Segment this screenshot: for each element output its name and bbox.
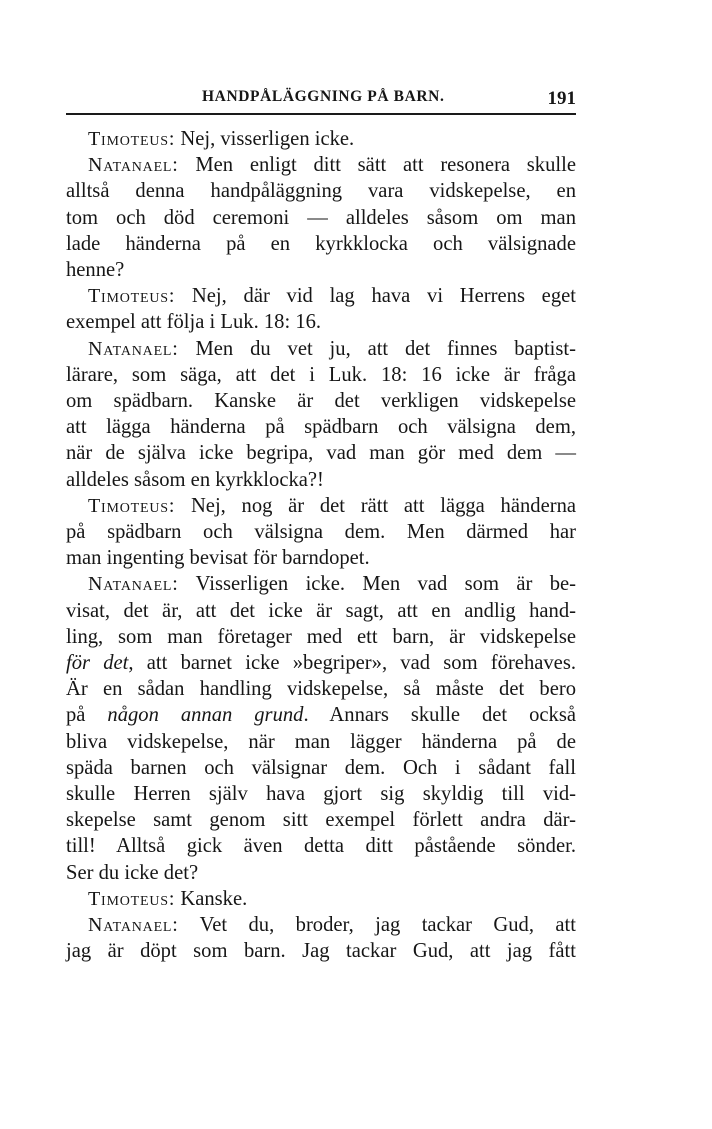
text-line [66,414,576,440]
text-line [66,755,576,781]
text-line [66,126,576,152]
line-text: alltså denna handpåläggning vara vidskepelse, en [66,180,576,203]
text-line [66,178,576,204]
line-text: Men enligt ditt sätt att resonera skulle [195,154,576,177]
text-line [66,624,576,650]
speaker-name: Timoteus: [88,128,176,150]
text-line [66,676,576,702]
line-text: om spädbarn. Kanske är det verkligen vidskepelse [66,390,576,413]
text-line [66,912,576,938]
text-line [66,781,576,807]
text-line [66,886,576,912]
dialogue-paragraph [66,283,576,335]
line-text: Nej, nog är det rätt att lägga händerna [190,494,577,517]
text-line [66,336,576,362]
dialogue-paragraph [66,571,576,885]
speaker-name: Timoteus: [88,494,176,517]
line-text: Nej, där vid lag hava vi Herrens eget [191,285,576,308]
dialogue-paragraph [66,912,576,964]
speaker-name: Timoteus: [88,285,176,308]
speaker-name: Natanael: [88,573,179,596]
text-line [66,467,576,493]
text-line [66,493,576,519]
dialogue-paragraph [66,493,576,572]
line-text: Vet du, broder, jag tackar Gud, att [199,914,576,937]
text-line [66,440,576,466]
text-line [66,152,576,178]
text-line [66,807,576,833]
speaker-name: Natanael: [88,337,179,360]
line-text: att lägga händerna på spädbarn och välsigna dem, [66,416,576,439]
line-text: späda barnen och välsignar dem. Och i sådant fall [66,756,576,779]
line-text: på någon annan grund. Annars skulle det också [66,704,576,727]
text-line [66,702,576,728]
line-text: skepelse samt genom sitt exempel förlett andra där- [66,809,576,832]
line-text: på spädbarn och välsigna dem. Men därmed har [66,521,576,544]
text-line [66,833,576,859]
text-line [66,650,576,676]
line-text: Kanske. [180,887,248,910]
header-rule [66,113,576,115]
line-text: skulle Herren själv hava gjort sig skyldig till vid- [66,783,576,806]
text-line [66,938,576,964]
line-text: för det, att barnet icke »begriper», vad som förehaves. [66,652,576,675]
dialogue-text [66,126,576,965]
text-line [66,362,576,388]
text-line [66,860,576,886]
text-line [66,231,576,257]
line-text: exempel att följa i Luk. 18: 16. [66,311,322,334]
line-text: lade händerna på en kyrkklocka och välsignade [66,232,576,255]
text-line [66,545,576,571]
text-line [66,729,576,755]
page-number: 191 [547,88,576,109]
speaker-name: Timoteus: [88,887,176,910]
text-line [66,283,576,309]
line-text: Men du vet ju, att det finnes baptist- [195,337,576,360]
text-line [66,257,576,283]
text-line [66,571,576,597]
line-text: Är en sådan handling vidskepelse, så måste det bero [66,678,576,701]
emphasis: för det [66,652,129,675]
emphasis: någon annan grund [107,704,304,727]
line-text: Visserligen icke. Men vad som är be- [195,573,576,596]
line-text: ling, som man företager med ett barn, är vidskepelse [66,625,576,648]
line-text: jag är döpt som barn. Jag tackar Gud, att jag fått [66,940,576,963]
line-text: tom och död ceremoni — alldeles såsom om man [66,206,576,229]
dialogue-paragraph [66,126,576,152]
text-line [66,388,576,414]
text-line [66,598,576,624]
line-text: Nej, visserligen icke. [180,128,355,150]
dialogue-paragraph [66,886,576,912]
line-text: till! Alltså gick även detta ditt påstående sönder. [66,835,576,858]
line-text: man ingenting bevisat för barndopet. [66,547,370,570]
line-text: lärare, som säga, att det i Luk. 18: 16 icke är fråga [66,363,576,386]
running-header [66,86,576,114]
line-text: henne? [66,259,125,282]
dialogue-paragraph [66,152,576,283]
line-text: Ser du icke det? [66,861,199,884]
text-line [66,205,576,231]
line-text: visat, det är, att det icke är sagt, att en andlig hand- [66,599,576,622]
line-text: alldeles såsom en kyrkklocka?! [66,468,324,491]
text-line [66,309,576,335]
speaker-name: Natanael: [88,914,179,937]
text-line [66,519,576,545]
speaker-name: Natanael: [88,154,179,177]
running-title: HANDPÅLÄGGNING PÅ BARN. [202,88,445,105]
dialogue-paragraph [66,336,576,493]
line-text: bliva vidskepelse, när man lägger händerna på de [66,730,576,753]
line-text: när de själva icke begripa, vad man gör med dem — [66,442,576,465]
